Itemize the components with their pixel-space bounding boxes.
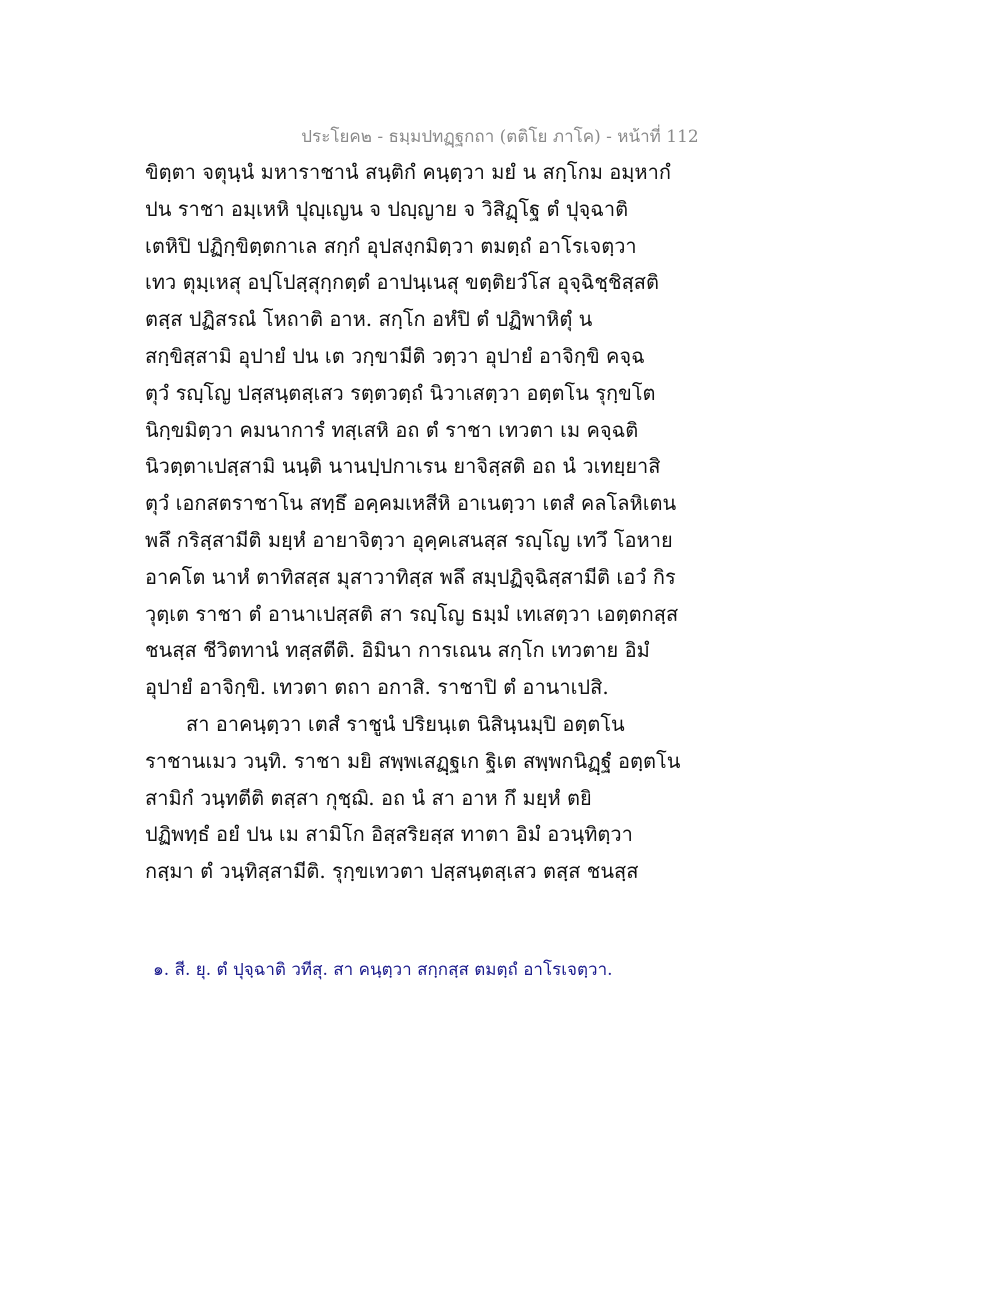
text-line: สา อาคนฺตฺวา เตสํ ราชูนํ ปริยนฺเต นิสินฺนมฺปิ อตฺตโน [186, 711, 625, 736]
text-line: ขิตฺตา จตุนฺนํ มหาราชานํ สนฺติกํ คนฺตฺวา มยํ น สกฺโกม อมฺหากํ [145, 160, 671, 184]
text-line: ตสฺส ปฏิสรณํ โหถาติ อาห. สกฺโก อหํปิ ตํ ปฏิพาหิตุํ น [145, 307, 593, 332]
text-line: พลึ กริสฺสามีติ มยฺหํ อายาจิตฺวา อุคฺคเสนสฺส รญฺโญ เทวึ โอหาย [145, 527, 673, 552]
text-line: เทว ตุมฺเหสุ อปฺโปสฺสุกฺกตฺตํ อาปนฺเนสุ ขตฺติยวํโส อุจฺฉิชฺชิสฺสติ [145, 270, 659, 295]
text-line: อุปายํ อาจิกฺขิ. เทวตา ตถา อกาสิ. ราชาปิ ตํ อานาเปสิ. [145, 675, 609, 700]
footnote: ๑. สี. ยุ. ตํ ปุจฺฉาติ วทีสุ. สา คนฺตฺวา สกฺกสฺส ตมตฺถํ อาโรเจตฺวา. [153, 960, 613, 980]
page-header: ประโยค๒ - ธมฺมปทฏฺฐกถา (ตติโย ภาโค) - หน้าที่ 112 [301, 127, 699, 147]
text-line: วุตฺเต ราชา ตํ อานาเปสฺสติ สา รญฺโญ ธมฺมํ เทเสตฺวา เอตฺตกสฺส [145, 601, 679, 626]
text-line: ตุวํ รญฺโญ ปสฺสนฺตสฺเสว รตฺตวตฺถํ นิวาเสตฺวา อตฺตโน รุกฺขโต [145, 380, 656, 405]
paragraph-2 [145, 710, 685, 894]
text-line: สกฺขิสฺสามิ อุปายํ ปน เต วกฺขามีติ วตฺวา อุปายํ อาจิกฺขิ คจฺฉ [145, 343, 645, 368]
text-line: ปน ราชา อมฺเหหิ ปุญฺเญน จ ปญฺญาย จ วิสิฏฺโฐ ตํ ปุจฺฉาติ [145, 196, 629, 221]
text-line: ตุวํ เอกสตราชาโน สทฺธึ อคฺคมเหสีหิ อาเนตฺวา เตสํ คลโลหิเตน [145, 491, 677, 516]
text-line: ปฏิพทฺธํ อยํ ปน เม สามิโก อิสฺสริยสฺส ทาตา อิมํ อวนฺทิตฺวา [145, 822, 633, 847]
text-line: สามิกํ วนฺทตีติ ตสฺสา กุชฺฌิ. อถ นํ สา อาห กึ มยฺหํ ตยิ [145, 785, 592, 810]
body-text [145, 158, 685, 894]
text-line: ชนสฺส ชีวิตทานํ ทสฺสตีติ. อิมินา การเณน สกฺโก เทวตาย อิมํ [145, 638, 650, 663]
text-line: กสฺมา ตํ วนฺทิสฺสามีติ. รุกฺขเทวตา ปสฺสนฺตสฺเสว ตสฺส ชนสฺส [145, 859, 639, 884]
text-line: เตหิปิ ปฏิกฺขิตฺตกาเล สกฺกํ อุปสงฺกมิตฺวา ตมตฺถํ อาโรเจตฺวา [145, 233, 637, 258]
paragraph-1 [145, 158, 685, 710]
text-line: อาคโต นาหํ ตาทิสสฺส มุสาวาทิสฺส พลึ สมฺปฏิจฺฉิสฺสามีติ เอวํ กิร [145, 564, 676, 589]
text-line: ราชานเมว วนฺทิ. ราชา มยิ สพฺพเสฏฺฐเก ฐิเต สพฺพกนิฏฺฐํ อตฺตโน [145, 748, 681, 773]
text-line: นิกฺขมิตฺวา คมนาการํ ทสฺเสหิ อถ ตํ ราชา เทวตา เม คจฺฉติ [145, 417, 639, 442]
text-line: นิวตฺตาเปสฺสามิ นนฺติ นานปฺปกาเรน ยาจิสฺสติ อถ นํ วเทยฺยาสิ [145, 454, 661, 479]
